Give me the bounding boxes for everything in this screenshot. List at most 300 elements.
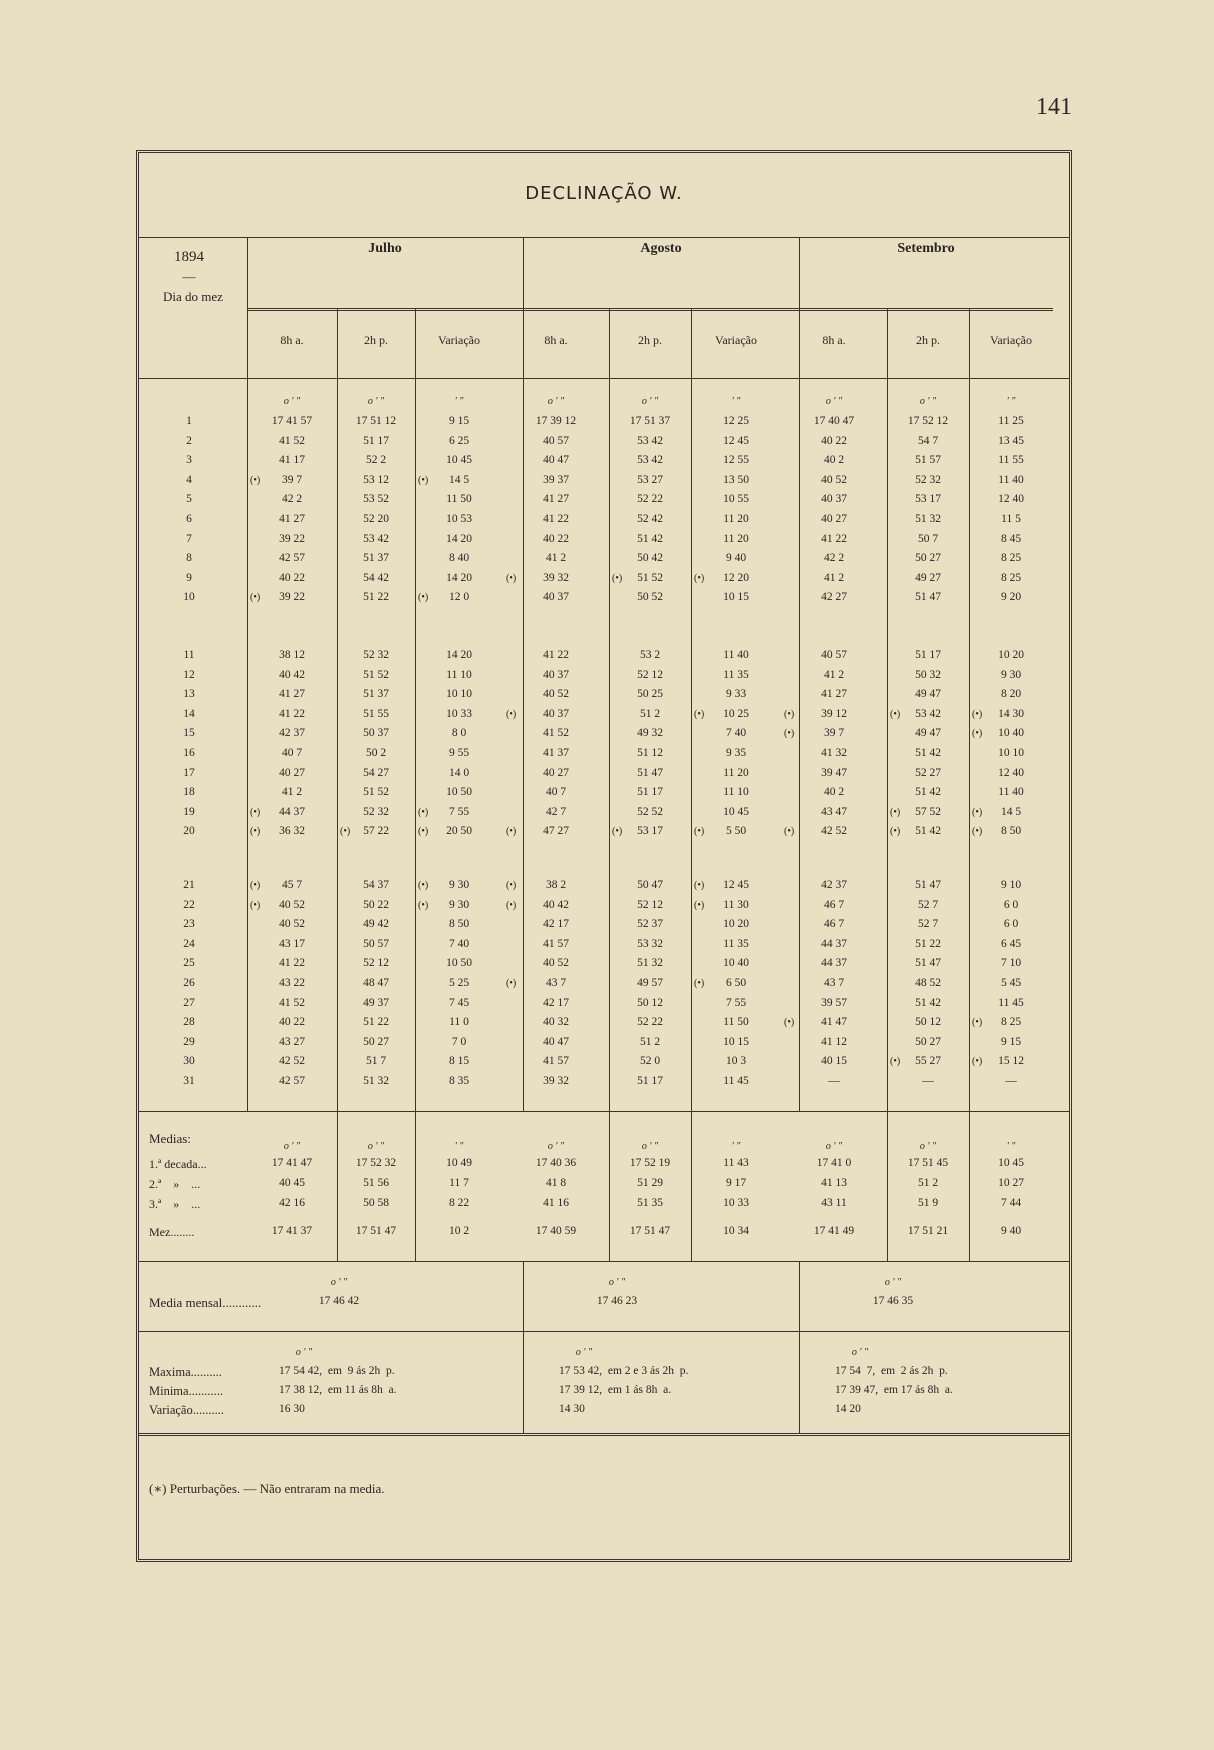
table-cell: 11 7 xyxy=(449,1177,469,1189)
extremes-rule xyxy=(139,1331,1069,1332)
table-cell: 49 27 xyxy=(915,571,941,584)
table-cell: 10 34 xyxy=(723,1225,749,1237)
perturbation-mark: (•) xyxy=(506,880,517,891)
extreme-value: 14 20 xyxy=(835,1403,861,1415)
table-cell: 11 5 xyxy=(1001,513,1021,525)
table-cell: 50 2 xyxy=(365,747,387,759)
table-cell: 17 41 0 xyxy=(816,1157,852,1169)
day-number: 1 xyxy=(186,415,192,427)
day-number: 10 xyxy=(183,591,195,604)
table-cell: 54 42 xyxy=(363,571,389,584)
table-cell: 43 22 xyxy=(279,977,305,989)
table-cell: 14 30 xyxy=(998,707,1024,720)
units-row: ′ ″ xyxy=(454,396,464,407)
table-cell: 14 20 xyxy=(446,571,472,584)
day-number: 2 xyxy=(186,434,192,447)
year-dash: — xyxy=(182,269,196,284)
table-cell: 9 35 xyxy=(725,747,747,759)
table-cell: 40 52 xyxy=(279,898,305,911)
table-cell: 43 11 xyxy=(821,1197,847,1209)
perturbation-mark: (•) xyxy=(506,572,517,584)
table-cell: 14 20 xyxy=(446,532,472,545)
table-cell: 17 51 45 xyxy=(907,1157,949,1169)
table-cell: 41 2 xyxy=(823,668,845,681)
table-cell: 40 7 xyxy=(545,786,567,799)
table-cell: 11 20 xyxy=(723,766,749,779)
sub-header: Variação xyxy=(990,333,1032,347)
sub-header: 8h a. xyxy=(280,333,304,347)
table-cell: 9 30 xyxy=(1000,668,1022,681)
table-cell: 10 2 xyxy=(448,1225,470,1237)
table-cell: 41 52 xyxy=(279,434,305,447)
table-cell: 8 0 xyxy=(451,727,467,740)
table-cell: 41 52 xyxy=(543,727,569,740)
table-cell: 49 47 xyxy=(915,688,941,701)
table-cell: 7 0 xyxy=(451,1035,467,1048)
table-cell: 17 51 37 xyxy=(629,415,671,427)
medias-rule xyxy=(139,1111,1069,1112)
table-cell: 8 45 xyxy=(1000,532,1022,545)
day-number: 22 xyxy=(183,898,195,911)
perturbation-mark: (•) xyxy=(506,899,517,911)
table-cell: — xyxy=(1005,1075,1017,1087)
table-cell: 39 22 xyxy=(279,591,305,604)
table-cell: 42 57 xyxy=(279,1075,305,1087)
table-cell: 10 33 xyxy=(446,707,472,720)
table-cell: 7 40 xyxy=(448,937,470,950)
table-cell: 51 42 xyxy=(637,532,663,545)
medias-row-label: 2.ª » ... xyxy=(149,1177,201,1191)
table-cell: 40 27 xyxy=(821,513,847,525)
units-row-medias: ′ ″ xyxy=(454,1141,464,1152)
table-cell: 40 27 xyxy=(543,766,569,779)
table-cell: 51 52 xyxy=(363,668,389,681)
table-cell: 9 20 xyxy=(1000,591,1022,604)
header-rule xyxy=(139,237,1069,238)
table-cell: 44 37 xyxy=(821,957,847,970)
table-cell: 50 27 xyxy=(915,1035,941,1048)
table-cell: 41 32 xyxy=(821,747,847,759)
table-cell: 51 17 xyxy=(363,434,389,447)
medias-row-label: 1.ª decada... xyxy=(149,1157,207,1171)
table-cell: 7 40 xyxy=(725,727,747,740)
table-cell: 10 40 xyxy=(998,727,1024,740)
table-cell: 40 2 xyxy=(823,786,845,799)
table-cell: 40 45 xyxy=(279,1177,305,1189)
day-number: 14 xyxy=(183,707,195,720)
units-extremes: o ′ ″ xyxy=(295,1347,313,1358)
table-cell: 41 27 xyxy=(279,513,305,525)
table-cell: 51 32 xyxy=(363,1075,389,1087)
units-mensal: o ′ ″ xyxy=(608,1277,626,1288)
day-number: 13 xyxy=(183,688,195,701)
units-row: o ′ ″ xyxy=(547,396,565,407)
page-number: 141 xyxy=(1036,94,1072,120)
table-cell: 43 7 xyxy=(823,977,845,989)
table-cell: 8 50 xyxy=(1000,825,1022,838)
table-cell: 11 55 xyxy=(998,454,1024,467)
units-row: ′ ″ xyxy=(731,396,741,407)
table-cell: 10 45 xyxy=(723,805,749,818)
table-cell: 39 22 xyxy=(279,532,305,545)
table-cell: 10 27 xyxy=(998,1177,1024,1189)
day-number: 25 xyxy=(183,957,195,970)
units-row: o ′ ″ xyxy=(919,396,937,407)
table-cell: 52 52 xyxy=(637,805,663,818)
media-mensal-value: 17 46 42 xyxy=(318,1295,360,1307)
table-cell: 51 52 xyxy=(363,786,389,799)
table-cell: 10 10 xyxy=(998,747,1024,759)
table-cell: 54 37 xyxy=(363,879,389,891)
table-cell: 52 12 xyxy=(637,668,663,681)
table-cell: 6 25 xyxy=(448,434,470,447)
table-cell: 17 51 47 xyxy=(355,1225,397,1237)
table-cell: 17 41 47 xyxy=(271,1157,313,1169)
perturbation-mark: (•) xyxy=(972,1017,983,1029)
table-cell: 42 7 xyxy=(545,805,567,818)
table-cell: 51 47 xyxy=(915,879,941,891)
v-mensal-2 xyxy=(799,1261,800,1433)
table-cell: 7 45 xyxy=(448,996,470,1009)
units-row: o ′ ″ xyxy=(283,396,301,407)
medias-label: Medias: xyxy=(149,1131,191,1146)
table-cell: 51 7 xyxy=(365,1055,387,1068)
day-number: 11 xyxy=(183,649,195,661)
units-row-medias: o ′ ″ xyxy=(919,1141,937,1152)
perturbation-mark: (•) xyxy=(506,826,517,838)
day-number: 23 xyxy=(183,918,195,931)
table-cell: 51 17 xyxy=(915,649,941,661)
table-cell: 13 50 xyxy=(723,473,749,486)
table-cell: 17 40 59 xyxy=(535,1225,577,1237)
table-cell: 11 40 xyxy=(723,649,749,661)
table-cell: 40 57 xyxy=(821,649,847,661)
day-number: 29 xyxy=(183,1035,195,1048)
table-cell: 40 22 xyxy=(543,532,569,545)
table-cell: 48 47 xyxy=(363,977,389,989)
table-cell: 52 32 xyxy=(363,649,389,661)
table-cell: 43 17 xyxy=(279,937,305,950)
table-cell: 17 41 49 xyxy=(813,1225,855,1237)
table-cell: 51 2 xyxy=(639,707,661,720)
day-number: 30 xyxy=(183,1055,195,1068)
table-cell: 17 51 47 xyxy=(629,1225,671,1237)
perturbation-mark: (•) xyxy=(612,572,623,584)
sub-header: 2h p. xyxy=(916,333,940,347)
units-row: ′ ″ xyxy=(1006,396,1016,407)
month-setembro: Setembro xyxy=(897,241,955,256)
month-rule xyxy=(247,308,1053,311)
table-cell: 52 22 xyxy=(637,1016,663,1029)
table-title: DECLINAÇÃO W. xyxy=(525,183,683,204)
table-cell: 14 5 xyxy=(1000,805,1022,818)
extreme-value: 14 30 xyxy=(559,1403,585,1415)
table-cell: 46 7 xyxy=(823,918,845,931)
day-number: 15 xyxy=(183,727,195,740)
table-cell: 43 47 xyxy=(821,805,847,818)
table-cell: 10 50 xyxy=(446,786,472,799)
table-cell: 42 57 xyxy=(279,552,305,565)
table-cell: 11 20 xyxy=(723,532,749,545)
table-cell: 43 27 xyxy=(279,1035,305,1048)
perturbation-mark: (•) xyxy=(972,1056,983,1068)
day-number: 21 xyxy=(183,879,195,891)
table-cell: 6 45 xyxy=(1000,937,1022,950)
day-number: 19 xyxy=(183,805,195,818)
table-cell: 54 7 xyxy=(917,434,939,447)
table-cell: 43 7 xyxy=(545,977,567,989)
table-cell: 40 57 xyxy=(543,434,569,447)
table-cell: 40 52 xyxy=(543,688,569,701)
table-cell: 51 42 xyxy=(915,825,941,838)
table-cell: 41 22 xyxy=(821,532,847,545)
extreme-label: Maxima.......... xyxy=(149,1365,222,1379)
perturbation-mark: (•) xyxy=(890,806,901,818)
mez-label: Mez........ xyxy=(149,1225,195,1239)
day-number: 5 xyxy=(186,493,192,506)
table-cell: 49 47 xyxy=(915,727,941,740)
perturbation-mark: (•) xyxy=(784,1017,795,1029)
table-cell: 40 22 xyxy=(279,571,305,584)
table-cell: 10 15 xyxy=(723,1035,749,1048)
table-cell: 50 27 xyxy=(915,552,941,565)
perturbation-mark: (•) xyxy=(972,708,983,720)
table-cell: 50 27 xyxy=(363,1035,389,1048)
table-cell: 51 42 xyxy=(915,747,941,759)
table-cell: 52 7 xyxy=(917,918,939,931)
table-cell: 7 10 xyxy=(1000,957,1022,970)
perturbation-mark: (•) xyxy=(890,826,901,838)
table-cell: 11 50 xyxy=(446,493,472,506)
table-cell: 53 52 xyxy=(363,493,389,506)
perturbation-mark: (•) xyxy=(506,708,517,720)
sub-header: 2h p. xyxy=(638,333,662,347)
table-cell: 40 22 xyxy=(821,434,847,447)
table-cell: 53 42 xyxy=(637,454,663,467)
table-cell: 17 40 47 xyxy=(813,415,855,427)
sub-header: 8h a. xyxy=(822,333,846,347)
extreme-label: Minima........... xyxy=(149,1384,223,1398)
table-cell: 10 49 xyxy=(446,1157,472,1169)
table-cell: 52 27 xyxy=(915,766,941,779)
table-cell: 40 2 xyxy=(823,454,845,467)
table-cell: 17 52 19 xyxy=(629,1157,671,1169)
perturbation-mark: (•) xyxy=(418,474,429,486)
table-cell: 40 27 xyxy=(279,766,305,779)
table-cell: 50 42 xyxy=(637,552,663,565)
table-cell: 52 32 xyxy=(915,473,941,486)
table-cell: 40 52 xyxy=(821,473,847,486)
table-cell: 44 37 xyxy=(821,937,847,950)
table-cell: 52 12 xyxy=(637,898,663,911)
units-row-medias: o ′ ″ xyxy=(825,1141,843,1152)
table-cell: 11 25 xyxy=(998,415,1024,427)
table-cell: 17 41 37 xyxy=(271,1225,313,1237)
table-cell: 40 47 xyxy=(543,454,569,467)
table-cell: 41 22 xyxy=(543,513,569,525)
units-row-medias: o ′ ″ xyxy=(547,1141,565,1152)
table-cell: 39 32 xyxy=(543,1075,569,1087)
table-cell: 42 17 xyxy=(543,996,569,1009)
units-mensal: o ′ ″ xyxy=(330,1277,348,1288)
table-cell: 50 32 xyxy=(915,668,941,681)
table-cell: 51 56 xyxy=(363,1177,389,1189)
table-cell: 50 57 xyxy=(363,937,389,950)
table-cell: 12 45 xyxy=(723,434,749,447)
table-cell: 57 22 xyxy=(363,825,389,838)
units-row-medias: o ′ ″ xyxy=(641,1141,659,1152)
table-cell: 42 52 xyxy=(821,825,847,838)
table-cell: 7 55 xyxy=(448,805,470,818)
extreme-value: 17 54 7, em 2 ás 2h p. xyxy=(835,1365,948,1377)
table-cell: 50 25 xyxy=(637,688,663,701)
table-cell: 41 52 xyxy=(279,996,305,1009)
table-cell: 40 37 xyxy=(543,668,569,681)
table-cell: 41 22 xyxy=(279,957,305,970)
table-cell: 9 55 xyxy=(448,747,470,759)
table-cell: 10 3 xyxy=(725,1055,747,1068)
table-cell: 9 30 xyxy=(448,898,470,911)
table-cell: 10 50 xyxy=(446,957,472,970)
table-cell: 42 37 xyxy=(821,879,847,891)
table-cell: 41 22 xyxy=(543,649,569,661)
table-cell: 10 25 xyxy=(723,707,749,720)
table-cell: 39 37 xyxy=(543,473,569,486)
table-cell: 7 55 xyxy=(725,996,747,1009)
table-cell: 8 15 xyxy=(448,1055,470,1068)
table-cell: 52 22 xyxy=(637,493,663,506)
table-cell: 42 2 xyxy=(823,552,845,565)
table-cell: 10 55 xyxy=(723,493,749,506)
table-cell: 40 42 xyxy=(543,898,569,911)
table-cell: 5 50 xyxy=(725,825,747,838)
table-cell: 41 27 xyxy=(279,688,305,701)
month-julho: Julho xyxy=(368,241,402,256)
table-cell: 51 37 xyxy=(363,552,389,565)
table-cell: 6 50 xyxy=(725,977,747,989)
day-number: 20 xyxy=(183,825,195,838)
table-cell: 42 27 xyxy=(821,591,847,604)
table-cell: 11 35 xyxy=(723,937,749,950)
table-cell: 50 22 xyxy=(363,898,389,911)
extreme-value: 17 38 12, em 11 ás 8h a. xyxy=(279,1384,397,1396)
perturbation-mark: (•) xyxy=(972,826,983,838)
day-number: 28 xyxy=(183,1016,195,1029)
table-cell: 8 22 xyxy=(448,1197,470,1209)
perturbation-mark: (•) xyxy=(784,826,795,838)
table-cell: 42 17 xyxy=(543,918,569,931)
table-cell: 14 5 xyxy=(448,473,470,486)
table-cell: 8 25 xyxy=(1000,571,1022,584)
day-number: 12 xyxy=(183,668,195,681)
table-cell: 9 15 xyxy=(1000,1035,1022,1048)
table-cell: 9 17 xyxy=(725,1177,747,1189)
perturbation-mark: (•) xyxy=(250,806,261,818)
v-mensal-1 xyxy=(523,1261,524,1433)
table-cell: 51 17 xyxy=(637,786,663,799)
units-row: o ′ ″ xyxy=(825,396,843,407)
table-cell: 40 37 xyxy=(543,591,569,604)
table-cell: 40 47 xyxy=(543,1035,569,1048)
table-cell: 45 7 xyxy=(281,879,303,891)
perturbation-mark: (•) xyxy=(250,592,261,604)
month-agosto: Agosto xyxy=(640,241,682,256)
table-cell: 40 7 xyxy=(281,747,303,759)
table-cell: 8 35 xyxy=(448,1075,470,1087)
table-cell: 10 20 xyxy=(998,649,1024,661)
perturbation-mark: (•) xyxy=(694,880,705,891)
table-cell: 12 40 xyxy=(998,766,1024,779)
table-cell: 36 32 xyxy=(279,825,305,838)
perturbation-mark: (•) xyxy=(694,978,705,989)
table-cell: 38 12 xyxy=(279,649,305,661)
table-cell: 41 27 xyxy=(821,688,847,701)
table-cell: 11 43 xyxy=(723,1157,749,1169)
table-cell: 52 20 xyxy=(363,513,389,525)
table-cell: 51 32 xyxy=(637,957,663,970)
units-extremes: o ′ ″ xyxy=(851,1347,869,1358)
table-cell: 51 22 xyxy=(363,591,389,604)
table-cell: 12 40 xyxy=(998,493,1024,506)
table-cell: 14 20 xyxy=(446,649,472,661)
perturbation-mark: (•) xyxy=(694,826,705,838)
table-cell: 41 8 xyxy=(545,1177,567,1189)
table-cell: 54 27 xyxy=(363,766,389,779)
day-number: 6 xyxy=(186,513,192,525)
units-row-medias: o ′ ″ xyxy=(367,1141,385,1152)
table-cell: 5 25 xyxy=(448,977,470,989)
perturbation-mark: (•) xyxy=(784,728,795,740)
media-mensal-label: Media mensal............ xyxy=(149,1295,262,1310)
table-cell: 42 16 xyxy=(279,1197,305,1209)
table-cell: 44 37 xyxy=(279,805,305,818)
table-cell: 51 2 xyxy=(639,1035,661,1048)
perturbation-mark: (•) xyxy=(418,592,429,604)
perturbation-mark: (•) xyxy=(418,880,429,891)
table-cell: 52 7 xyxy=(917,898,939,911)
day-number: 16 xyxy=(183,747,195,759)
day-number: 31 xyxy=(183,1075,195,1087)
table-cell: 11 45 xyxy=(998,996,1024,1009)
table-cell: 39 32 xyxy=(543,571,569,584)
table-cell: 51 2 xyxy=(917,1177,939,1189)
table-cell: 10 20 xyxy=(723,918,749,931)
table-cell: 41 17 xyxy=(279,454,305,467)
table-cell: 38 2 xyxy=(545,879,567,891)
table-cell: 53 17 xyxy=(637,825,663,838)
table-cell: 41 27 xyxy=(543,493,569,506)
table-cell: 11 0 xyxy=(449,1016,469,1029)
table-cell: 51 35 xyxy=(637,1197,663,1209)
table-cell: 40 52 xyxy=(543,957,569,970)
table-cell: 12 25 xyxy=(723,415,749,427)
table-cell: 53 27 xyxy=(637,473,663,486)
table-cell: 17 40 36 xyxy=(535,1157,577,1169)
table-cell: 53 12 xyxy=(363,473,389,486)
table-cell: 52 2 xyxy=(365,454,387,467)
table-cell: 10 45 xyxy=(998,1157,1024,1169)
table-cell: 41 12 xyxy=(821,1035,847,1048)
table-cell: 10 40 xyxy=(723,957,749,970)
table-cell: 15 12 xyxy=(998,1055,1024,1068)
sub-header: Variação xyxy=(438,333,480,347)
table-cell: 10 15 xyxy=(723,591,749,604)
table-frame xyxy=(136,150,1072,1562)
table-cell: 50 12 xyxy=(915,1016,941,1029)
extreme-value: 17 54 42, em 9 ás 2h p. xyxy=(279,1365,395,1377)
table-cell: 6 0 xyxy=(1003,918,1019,931)
table-cell: — xyxy=(828,1075,840,1087)
